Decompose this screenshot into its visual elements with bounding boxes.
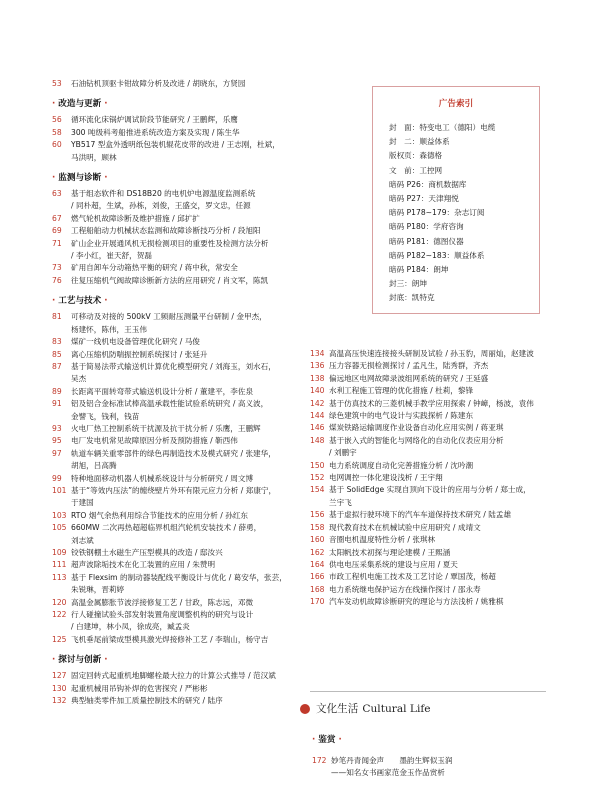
page-number: 60 xyxy=(52,140,62,150)
toc-entry xyxy=(52,213,290,225)
page-number: 95 xyxy=(52,436,62,446)
entry-continuation: 马洪明，顾林 xyxy=(71,152,117,162)
toc-entry xyxy=(310,422,546,434)
entry-continuation: 吴杰 xyxy=(71,374,87,384)
page-number: 146 xyxy=(310,423,325,433)
toc-entry xyxy=(52,114,290,126)
entry-continuation: / 同朴超，生斌，孙栋，刘俊，王盛交，罗文忠，任源 xyxy=(71,201,251,211)
toc-entry xyxy=(52,572,290,584)
entry-title: 超声波除垢技术在化工装置的应用 / 朱赞明 xyxy=(71,560,216,570)
toc-entry xyxy=(52,522,290,534)
page-number: 142 xyxy=(310,398,325,408)
toc-entry xyxy=(310,472,546,484)
page-number: 160 xyxy=(310,535,325,545)
page-number: 156 xyxy=(310,510,325,520)
page-number: 113 xyxy=(52,572,67,582)
entry-title: 矿用自卸车分动箱热平衡的研究 / 蒋中秋，常安全 xyxy=(71,263,238,273)
toc-entry xyxy=(52,200,290,212)
bullet-icon: · xyxy=(338,735,342,745)
entry-title: 太阳帆技术初探与理论建模 / 王熙涵 xyxy=(329,547,451,557)
page-number-spacer xyxy=(310,447,329,459)
entry-continuation: / 李小红，崔天舒，贺磊 xyxy=(71,251,152,261)
ad-index-item: 暗码 P184：朗坤 xyxy=(389,265,449,275)
entry-title: 矿山企业开展通风机无损检测项目的重要性及检测方法分析 xyxy=(71,238,269,248)
ad-index-item: 封三：朗坤 xyxy=(389,279,427,289)
entry-title: RTO 烟气余热利用综合节能技术的应用分析 / 孙红东 xyxy=(71,510,249,520)
page-number-spacer xyxy=(310,497,329,509)
entry-continuation: 胡旭，吕高腾 xyxy=(71,461,117,471)
page-number: 67 xyxy=(52,213,62,223)
entry-title: 音圈电机温度特性分析 / 张琪林 xyxy=(329,535,436,545)
toc-entry xyxy=(310,435,546,447)
bullet-icon: · xyxy=(101,655,108,666)
toc-entry xyxy=(52,311,290,323)
culture-entries xyxy=(312,755,546,780)
page-number-spacer xyxy=(52,584,71,596)
page-number: 101 xyxy=(52,485,67,495)
toc-entry xyxy=(310,571,546,583)
toc-entry xyxy=(52,262,290,274)
toc-entry xyxy=(52,250,290,262)
contents-left-column xyxy=(52,78,290,707)
entry-title: 固定回转式起重机地脚螺栓最大拉力的计算公式推导 / 范汉斌 xyxy=(71,671,276,681)
toc-entry xyxy=(310,547,546,559)
entry-continuation: 兰宇飞 xyxy=(329,497,352,507)
page-number: 154 xyxy=(310,485,325,495)
toc-entry xyxy=(52,225,290,237)
toc-entry xyxy=(310,398,546,410)
page-number: 162 xyxy=(310,547,325,557)
toc-entry xyxy=(52,670,290,682)
toc-entry xyxy=(52,535,290,547)
culture-title-en: Cultural Life xyxy=(362,702,431,715)
toc-entry xyxy=(52,497,290,509)
page-number: 111 xyxy=(52,560,67,570)
page-number: 56 xyxy=(52,115,62,125)
page-number-spacer xyxy=(52,152,71,164)
toc-entry xyxy=(52,411,290,423)
entry-title: 铝及铝合金标准试棒高温承载性能试验系统研究 / 高义波， xyxy=(71,399,269,409)
toc-entry xyxy=(52,584,290,596)
entry-title: 基于 SolidEdge 实现自顶向下设计的应用与分析 / 郑士成， xyxy=(329,485,531,495)
toc-entry xyxy=(52,473,290,485)
page-number-spacer xyxy=(312,767,331,779)
ad-index-item: 封底：凯特克 xyxy=(389,293,435,303)
page-number: 89 xyxy=(52,386,62,396)
entry-continuation: 于建国 xyxy=(71,498,94,508)
entry-title: 绿色建筑中的电气设计与实践探析 / 陈建东 xyxy=(329,411,474,421)
toc-entry xyxy=(52,386,290,398)
page-number-spacer xyxy=(52,621,71,633)
toc-entry xyxy=(310,373,546,385)
page-number-spacer xyxy=(52,411,71,423)
entry-title: 300 吨级科考船推进系统改造方案及实现 / 陈生华 xyxy=(71,127,240,137)
entry-title: 火电厂热工控制系统干扰源及抗干扰分析 / 乐鹰，王鹏辉 xyxy=(71,423,261,433)
entry-continuation: 刘志斌 xyxy=(71,535,94,545)
page-number: 109 xyxy=(52,548,67,557)
toc-entry xyxy=(52,238,290,250)
entry-title: 基于“等效内压法”的缠绕壁片外环有限元应力分析 / 郑康宁， xyxy=(71,485,277,495)
toc-entry xyxy=(310,385,546,397)
toc-entry xyxy=(52,373,290,385)
page-number: 93 xyxy=(52,423,62,433)
toc-entry xyxy=(52,510,290,522)
section-heading-label: 监测与诊断 xyxy=(58,173,102,184)
toc-entry xyxy=(310,559,546,571)
entry-title: 供电电压采集系统的建设与应用 / 夏天 xyxy=(329,559,458,569)
toc-entry xyxy=(52,634,290,646)
ad-index-item: 版权页：森德格 xyxy=(389,151,443,161)
toc-entry xyxy=(310,447,546,459)
toc-entry xyxy=(52,139,290,151)
entry-title: 基于虚拟行驶环境下的汽车车道保持技术研究 / 陆孟雄 xyxy=(329,510,512,520)
entry-title: 电力系统调度自动化完善措施分析 / 沈吟潮 xyxy=(329,460,474,470)
entry-title: 长距离平面转弯带式输送机设计分析 / 董建平，李佐泉 xyxy=(71,386,254,396)
toc-entry xyxy=(52,547,290,559)
page-number: 99 xyxy=(52,473,62,483)
section-heading-label: 改造与更新 xyxy=(58,99,102,110)
entry-title: 基于简易法带式输送机计算优化模型研究 / 刘海玉，刘水石， xyxy=(71,361,276,371)
toc-entry xyxy=(310,484,546,496)
culture-title-zh: 文化生活 xyxy=(316,703,359,715)
toc-entry xyxy=(52,695,290,707)
toc-entry xyxy=(52,448,290,460)
entry-title: 燃气轮机故障诊断及维护措施 / 邱扩扩 xyxy=(71,213,200,223)
page-number-spacer xyxy=(52,324,71,336)
page-number-spacer xyxy=(52,497,71,509)
page-number: 58 xyxy=(52,127,62,137)
culture-section-header xyxy=(300,701,431,716)
page-number: 53 xyxy=(52,79,62,88)
ad-index-list xyxy=(389,121,523,306)
page-number: 168 xyxy=(310,584,325,594)
section-heading xyxy=(52,171,290,183)
toc-entry xyxy=(52,485,290,497)
entry-title: 铰铁钢棚土水磁生产压型模具的改造 / 邸汝兴 xyxy=(71,548,223,557)
toc-entry xyxy=(52,361,290,373)
toc-entry xyxy=(52,336,290,348)
page-number: 91 xyxy=(52,399,62,409)
toc-entry xyxy=(52,78,290,90)
bullet-icon: · xyxy=(52,296,59,307)
entry-title: 现代教育技术在机械试验中应用研究 / 成靖文 xyxy=(329,522,481,532)
entry-title: 压力容器无损检测探讨 / 孟凡生，陆秀群，齐杰 xyxy=(329,361,489,371)
entry-title: 市政工程机电施工技术及工艺讨论 / 覃国茂，杨超 xyxy=(329,572,496,582)
entry-title: 妙笔丹青闻金声 墨韵生辉似玉润 xyxy=(331,756,453,765)
page-number: 144 xyxy=(310,411,325,421)
entry-title: 煤炭铁路运输调度作业设备自动化应用实例 / 蒋亚琪 xyxy=(329,423,504,433)
entry-title: 基于组态软件和 DS18B20 的电机炉电源温度监测系统 xyxy=(71,189,256,199)
toc-entry xyxy=(52,559,290,571)
page-number-spacer xyxy=(52,373,71,385)
page-number: 71 xyxy=(52,238,62,248)
section-heading xyxy=(52,97,290,109)
bullet-icon: · xyxy=(312,735,316,745)
entry-continuation: 朱锐琳，晋莉婷 xyxy=(71,585,125,595)
toc-entry xyxy=(52,127,290,139)
page-number: 130 xyxy=(52,683,67,693)
toc-entry xyxy=(310,360,546,372)
entry-continuation: ——知名女书画家范金玉作品赏析 xyxy=(331,768,445,778)
ad-index-item: 封 二：顺益体系 xyxy=(389,137,450,147)
page-number: 164 xyxy=(310,559,325,569)
ad-index-item: 文 前：工控网 xyxy=(389,165,443,175)
page-number: 63 xyxy=(52,189,62,199)
page-number: 122 xyxy=(52,610,67,620)
bullet-icon: · xyxy=(52,655,59,666)
entry-continuation: 杨建怀，陈伟，王玉伟 xyxy=(71,324,147,334)
toc-entry xyxy=(52,683,290,695)
toc-entry xyxy=(312,755,546,767)
ad-index-item: 暗码 P178~179：杂志订阅 xyxy=(389,208,485,218)
page-number: 76 xyxy=(52,275,62,285)
toc-entry xyxy=(310,534,546,546)
toc-entry xyxy=(52,435,290,447)
entry-title: 工程船舶动力机械状态监测和故障诊断技巧分析 / 段旭阳 xyxy=(71,226,261,236)
bullet-icon: · xyxy=(101,173,108,184)
toc-entry xyxy=(52,398,290,410)
toc-entry xyxy=(52,324,290,336)
entry-continuation: / 刘鹏宇 xyxy=(329,448,357,458)
page-number: 170 xyxy=(310,597,325,607)
section-heading xyxy=(52,653,290,665)
section-divider xyxy=(310,691,546,692)
page-number: 166 xyxy=(310,572,325,582)
bullet-icon: · xyxy=(52,99,59,110)
page-number: 103 xyxy=(52,510,67,520)
contents-right-column xyxy=(310,348,546,609)
page-number: 140 xyxy=(310,386,325,396)
ad-index-item: 封 面：特变电工（德阳）电缆 xyxy=(389,123,496,132)
ad-index-item: 暗码 P26：商机数据库 xyxy=(389,179,467,189)
page-number: 158 xyxy=(310,522,325,532)
page-number: 138 xyxy=(310,373,325,383)
toc-entry xyxy=(52,609,290,621)
ad-index-item: 暗码 P180：学府咨询 xyxy=(389,222,464,232)
entry-title: 循环流化床锅炉调试阶段节能研究 / 王鹏辉，乐鹰 xyxy=(71,115,238,125)
page-number: 132 xyxy=(52,696,67,706)
page-number: 97 xyxy=(52,448,62,458)
toc-entry xyxy=(52,423,290,435)
section-heading xyxy=(52,294,290,306)
entry-title: 基于仿真技术的三菱机械手教学应用探索 / 钟嶂，杨波，袁伟 xyxy=(329,398,534,408)
ad-index-title: 广告索引 xyxy=(438,99,474,109)
ad-index-item: 暗码 P27：天津翔悦 xyxy=(389,194,459,204)
entry-title: 基于嵌入式的智能化与网络化的自动化仪表应用分析 xyxy=(329,435,504,445)
entry-title: 飞机垂尾前梁成型模具激光焊接修补工艺 / 李瑞山，杨守吉 xyxy=(71,634,269,644)
section-heading-label: 探讨与创新 xyxy=(58,655,102,666)
entry-title: 水利工程施工管理的优化措施 / 杜莉，黎锋 xyxy=(329,386,474,396)
entry-title: 汽车发动机故障诊断研究的理论与方法浅析 / 姚雅棋 xyxy=(329,597,504,607)
page-number: 87 xyxy=(52,361,62,371)
entry-title: 特种地面移动机器人机械系统设计与分析研究 / 周文博 xyxy=(71,473,254,483)
toc-entry xyxy=(310,410,546,422)
toc-entry xyxy=(310,509,546,521)
toc-entry xyxy=(52,621,290,633)
page-number: 148 xyxy=(310,435,325,445)
entry-title: 高温高压快速连接接头研制及试验 / 孙玉豹，周丽灿，赵建波 xyxy=(329,349,534,358)
page-number: 73 xyxy=(52,263,62,273)
toc-entry xyxy=(310,584,546,596)
page-number-spacer xyxy=(52,460,71,472)
page-number: 120 xyxy=(52,597,67,607)
toc-entry xyxy=(310,596,546,608)
page-number: 85 xyxy=(52,349,62,359)
entry-title: 电网调控一体化建设浅析 / 王宇翔 xyxy=(329,473,443,483)
page-number: 81 xyxy=(52,312,62,322)
ad-index-item: 暗码 P181：德图仪器 xyxy=(389,236,464,246)
entry-title: 行人碰撞试验头部发射装置角度调整机构的研究与设计 xyxy=(71,610,254,620)
ad-index-item: 暗码 P182~183：顺益体系 xyxy=(389,250,485,260)
toc-entry xyxy=(52,597,290,609)
entry-title: 起重机械用吊钩补焊的危害探究 / 严彬彬 xyxy=(71,683,208,693)
toc-entry xyxy=(310,460,546,472)
entry-title: 电厂发电机常见故障原因分析及预防措施 / 靳西伟 xyxy=(71,436,238,446)
bullet-icon: · xyxy=(52,173,59,184)
page-number: 69 xyxy=(52,226,62,236)
entry-title: 基于 Flexsim 的制动器装配线平衡设计与优化 / 葛安华，张芸， xyxy=(71,572,287,582)
toc-entry xyxy=(52,275,290,287)
page-number-spacer xyxy=(52,250,71,262)
entry-title: 偏远地区电网故障录波组网系统的研究 / 王延盛 xyxy=(329,373,489,383)
bullet-dot-icon xyxy=(300,704,310,714)
entry-title: 往复压缩机气阀故障诊断新方法的应用研究 / 肖文军，陈凯 xyxy=(71,275,269,285)
bullet-icon: · xyxy=(101,296,108,307)
section-heading-label: 工艺与技术 xyxy=(58,296,102,307)
entry-title: 煤矿一线机电设备管理优化研究 / 马俊 xyxy=(71,337,200,347)
toc-entry xyxy=(310,348,546,360)
page-number: 152 xyxy=(310,473,325,483)
page-number-spacer xyxy=(52,200,71,212)
entry-title: 高温金属膨胀节波浮接修复工艺 / 甘政，陈志远，邓微 xyxy=(71,597,254,607)
page-number: 172 xyxy=(312,756,327,765)
page-number: 127 xyxy=(52,671,67,681)
toc-entry xyxy=(52,460,290,472)
toc-entry xyxy=(52,152,290,164)
toc-entry xyxy=(312,767,546,779)
entry-title: 离心压缩机防喘振控制系统探讨 / 张延升 xyxy=(71,349,208,359)
entry-title: 石油钻机顶驱卡钳故障分析及改进 / 胡晓东，方贤园 xyxy=(71,79,246,88)
toc-entry xyxy=(52,188,290,200)
toc-entry xyxy=(310,522,546,534)
page-number-spacer xyxy=(52,535,71,547)
entry-title: 660MW 二次再热超超临界机组汽轮机安装技术 / 薛勇， xyxy=(71,523,262,533)
toc-entry xyxy=(310,497,546,509)
entry-title: 轨道车辆关重零部件的绿色再制造技术及模式研究 / 张建华， xyxy=(71,448,276,458)
bullet-icon: · xyxy=(101,99,108,110)
page-number: 125 xyxy=(52,634,67,644)
entry-title: YB517 型盒外透明纸包装机辊花皮带的改进 / 王志刚，杜斌， xyxy=(71,140,280,150)
page-number: 105 xyxy=(52,523,67,533)
appreciation-heading-label: 鉴赏 xyxy=(318,735,336,745)
appreciation-heading xyxy=(312,733,342,745)
page-number: 83 xyxy=(52,337,62,347)
entry-title: 电力系统继电保护运方在线操作探讨 / 邵永寿 xyxy=(329,584,481,594)
entry-continuation: / 白建坤，林小凤，徐成亮，臧孟炎 xyxy=(71,622,190,632)
page-number: 150 xyxy=(310,460,325,470)
entry-title: 可移动及对接的 500kV 工频耐压测量平台研制 / 金甲杰， xyxy=(71,312,267,322)
page-number: 134 xyxy=(310,349,325,358)
toc-entry xyxy=(52,349,290,361)
entry-continuation: 金譬飞，钱利，钱苗 xyxy=(71,411,140,421)
page-number: 136 xyxy=(310,361,325,371)
entry-title: 典型轴类零件加工质量控制技术的研究 / 陆序 xyxy=(71,696,223,706)
ad-index-box xyxy=(372,86,540,314)
